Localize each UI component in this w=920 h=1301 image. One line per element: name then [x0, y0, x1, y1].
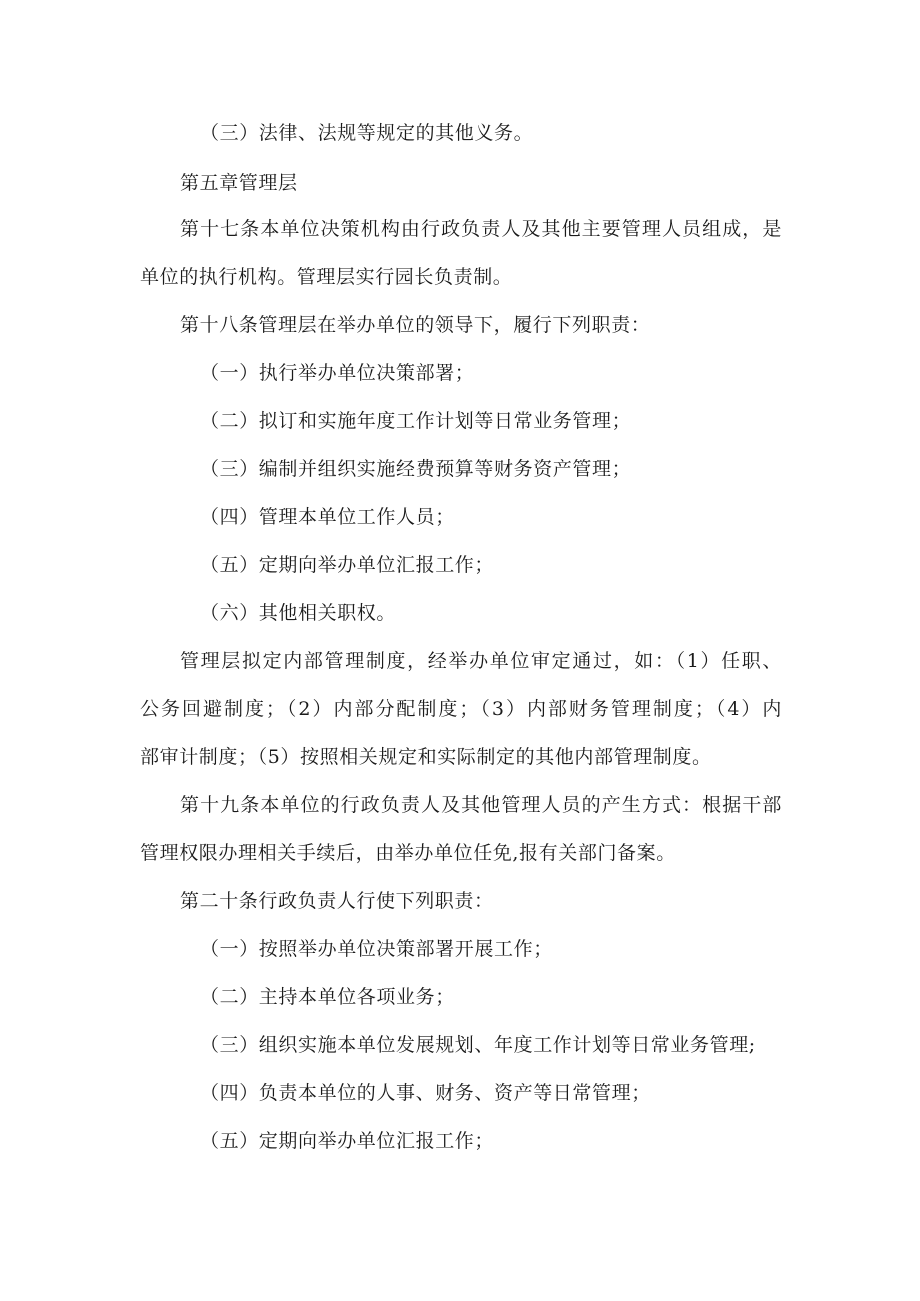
article-19-line-2: 管理权限办理相关手续后，由举办单位任免,报有关部门备案。	[140, 842, 676, 864]
chapter-heading: 第五章管理层	[180, 172, 298, 194]
clause-item: （三）编制并组织实施经费预算等财务资产管理；	[200, 458, 632, 480]
clause-item: （一）按照举办单位决策部署开展工作；	[200, 938, 553, 960]
management-rules-line-3: 部审计制度；（5）按照相关规定和实际制定的其他内部管理制度。	[140, 746, 712, 768]
clause-item: （四）管理本单位工作人员；	[200, 506, 455, 528]
clause-item: （二）拟订和实施年度工作计划等日常业务管理；	[200, 410, 632, 432]
clause-item: （三）组织实施本单位发展规划、年度工作计划等日常业务管理;	[200, 1034, 756, 1056]
clause-item: （五）定期向举办单位汇报工作；	[200, 554, 495, 576]
clause-item: （四）负责本单位的人事、财务、资产等日常管理；	[200, 1082, 651, 1104]
clause-item: （三）法律、法规等规定的其他义务。	[200, 122, 534, 144]
article-17-line-2: 单位的执行机构。管理层实行园长负责制。	[140, 266, 513, 288]
management-rules-line-2: 公务回避制度；（2）内部分配制度；（3）内部财务管理制度；（4）内	[140, 698, 782, 720]
management-rules-line-1: 管理层拟定内部管理制度，经举办单位审定通过，如：（1）任职、	[180, 650, 782, 672]
clause-item: （二）主持本单位各项业务；	[200, 986, 455, 1008]
clause-item: （六）其他相关职权。	[200, 602, 397, 624]
clause-item: （一）执行举办单位决策部署；	[200, 362, 475, 384]
article-18: 第十八条管理层在举办单位的领导下，履行下列职责：	[180, 314, 651, 336]
clause-item: （五）定期向举办单位汇报工作；	[200, 1130, 495, 1152]
article-17-line-1: 第十七条本单位决策机构由行政负责人及其他主要管理人员组成，是	[180, 218, 782, 240]
article-19-line-1: 第十九条本单位的行政负责人及其他管理人员的产生方式：根据干部	[180, 794, 782, 816]
article-20: 第二十条行政负责人行使下列职责：	[180, 890, 494, 912]
